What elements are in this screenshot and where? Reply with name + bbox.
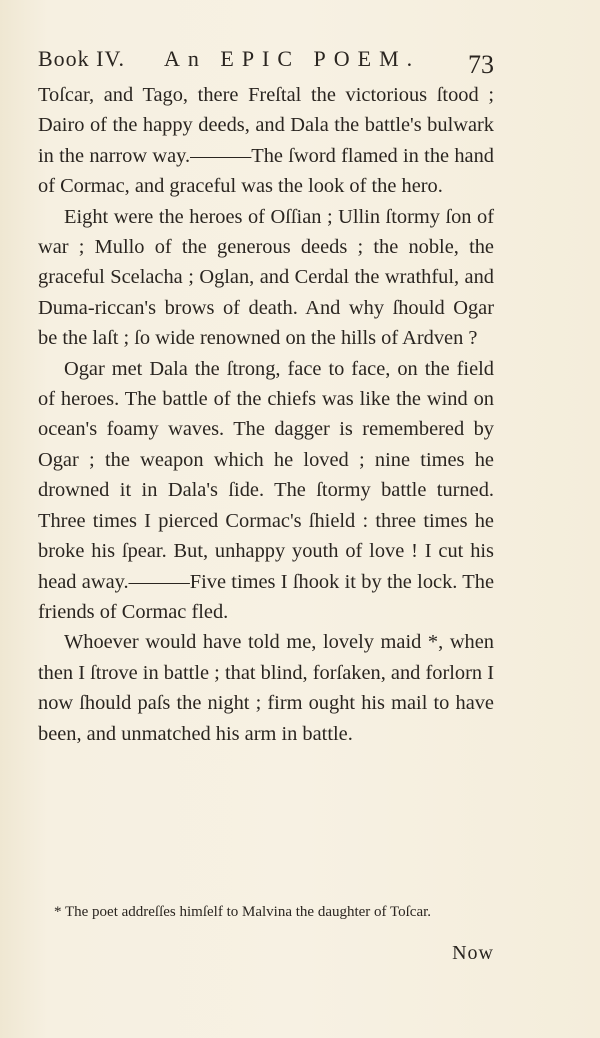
- running-header: [38, 42, 494, 79]
- page-number: 73: [468, 50, 494, 79]
- poem-body: [38, 80, 494, 749]
- paragraph-4: Whoever would have told me, lovely maid *, when then I ſtrove in battle ; that blind, forſaken, and forlorn I now ſhould paſs the night ; firm ought his mail to have been, and unmatched his arm in battle.: [38, 631, 494, 745]
- catchword: Now: [452, 942, 494, 964]
- paragraph-2: Eight were the heroes of Oſſian ; Ullin ſtormy ſon of war ; Mullo of the generous deeds ; the noble, the graceful Scelacha ; Oglan, and Cerdal the wrathful, and Duma-riccan's brows of death. And why ſhould Ogar be the laſt ; ſo wide renowned on the hills of Ardven ?: [38, 205, 494, 350]
- paragraph-1: Toſcar, and Tago, there Freſtal the victorious ſtood ; Dairo of the happy deeds, and Dala the battle's bulwark in the narrow way.———The ſword flamed in the hand of Cormac, and graceful was the look of the hero.: [38, 84, 494, 198]
- footnote: * The poet addreſſes himſelf to Malvina the daughter of Toſcar.: [54, 904, 432, 920]
- paragraph-3: Ogar met Dala the ſtrong, face to face, on the field of heroes. The battle of the chiefs was like the wind on ocean's foamy waves. The dagger is remembered by Ogar ; the weapon which he loved ; nine times he drowned it in Dala's ſide. The ſtormy battle turned. Three times I pierced Cormac's ſhield : three times he broke his ſpear. But, unhappy youth of love ! I cut his head away.———Five times I ſhook it by the lock. The friends of Cormac fled.: [38, 357, 494, 623]
- book-number: Book IV.: [38, 46, 126, 71]
- running-title: An EPIC POEM.: [164, 46, 421, 71]
